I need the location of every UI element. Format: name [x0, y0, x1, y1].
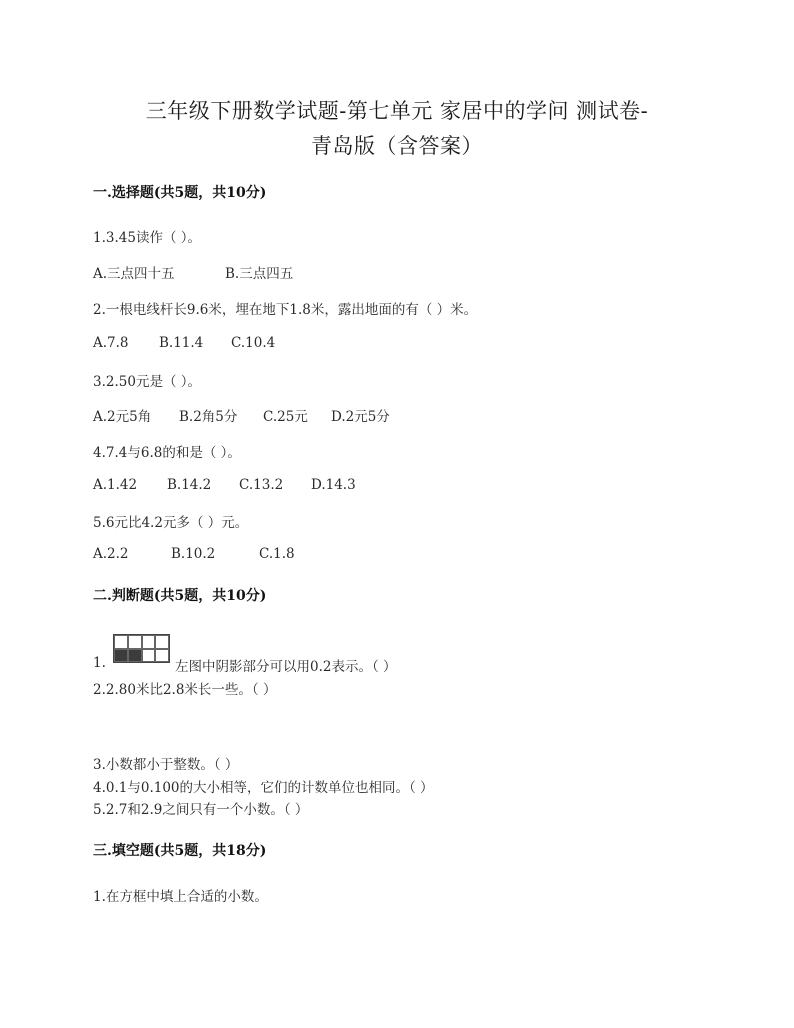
options-row — [93, 262, 293, 282]
option: B.2角5分 — [179, 409, 238, 425]
page-title-line2: 青岛版（含答案） — [311, 134, 483, 158]
grid-cell-shaded — [128, 649, 142, 663]
grid-cell-shaded — [114, 649, 128, 663]
question-text: 1.3.45读作（ ）。 — [93, 230, 201, 246]
question-text: 3.小数都小于整数。（ ） — [93, 757, 239, 773]
section-heading-fill-in: 三.填空题(共5题，共18分) — [93, 843, 267, 859]
page-title-line1: 三年级下册数学试题-第七单元 家居中的学问 测试卷- — [145, 99, 649, 123]
question-text: 5.6元比4.2元多（ ）元。 — [93, 515, 249, 531]
option: B.11.4 — [159, 335, 204, 351]
option: B.三点四五 — [225, 266, 294, 282]
question-text: 4.0.1与0.100的大小相等，它们的计数单位也相同。（ ） — [93, 780, 434, 796]
grid-cell — [155, 649, 169, 663]
option: A.2元5角 — [93, 409, 152, 425]
question-text: 2.一根电线杆长9.6米，埋在地下1.8米，露出地面的有（ ）米。 — [93, 302, 478, 318]
grid-cell — [142, 635, 156, 649]
question-number: 1. — [93, 655, 106, 671]
grid-cell — [142, 649, 156, 663]
question-text: 4.7.4与6.8的和是（ ）。 — [93, 445, 241, 461]
option: D.14.3 — [311, 477, 356, 493]
option: B.14.2 — [167, 477, 212, 493]
question-text: 3.2.50元是（ ）。 — [93, 374, 201, 390]
decimal-grid-figure — [113, 634, 170, 663]
option: A.2.2 — [93, 546, 129, 562]
options-row — [93, 477, 356, 493]
section-heading-choice: 一.选择题(共5题，共10分) — [93, 185, 267, 201]
options-row — [93, 335, 275, 351]
section-heading-judgement: 二.判断题(共5题，共10分) — [93, 588, 267, 604]
question-text: 左图中阴影部分可以用0.2表示。（ ） — [175, 659, 397, 675]
options-row — [93, 546, 295, 562]
option: A.三点四十五 — [93, 266, 175, 282]
options-row — [93, 405, 390, 425]
option: A.1.42 — [93, 477, 138, 493]
grid-cell — [128, 635, 142, 649]
question-text: 5.2.7和2.9之间只有一个小数。（ ） — [93, 802, 309, 818]
grid-cell — [114, 635, 128, 649]
option: A.7.8 — [93, 335, 129, 351]
option: B.10.2 — [171, 546, 216, 562]
question-text: 1.在方框中填上合适的小数。 — [93, 889, 268, 905]
option: D.2元5分 — [331, 409, 390, 425]
option: C.1.8 — [259, 546, 295, 562]
grid-cell — [155, 635, 169, 649]
option: C.10.4 — [231, 335, 276, 351]
option: C.25元 — [263, 409, 308, 425]
option: C.13.2 — [239, 477, 284, 493]
question-text: 2.2.80米比2.8米长一些。（ ） — [93, 682, 277, 698]
